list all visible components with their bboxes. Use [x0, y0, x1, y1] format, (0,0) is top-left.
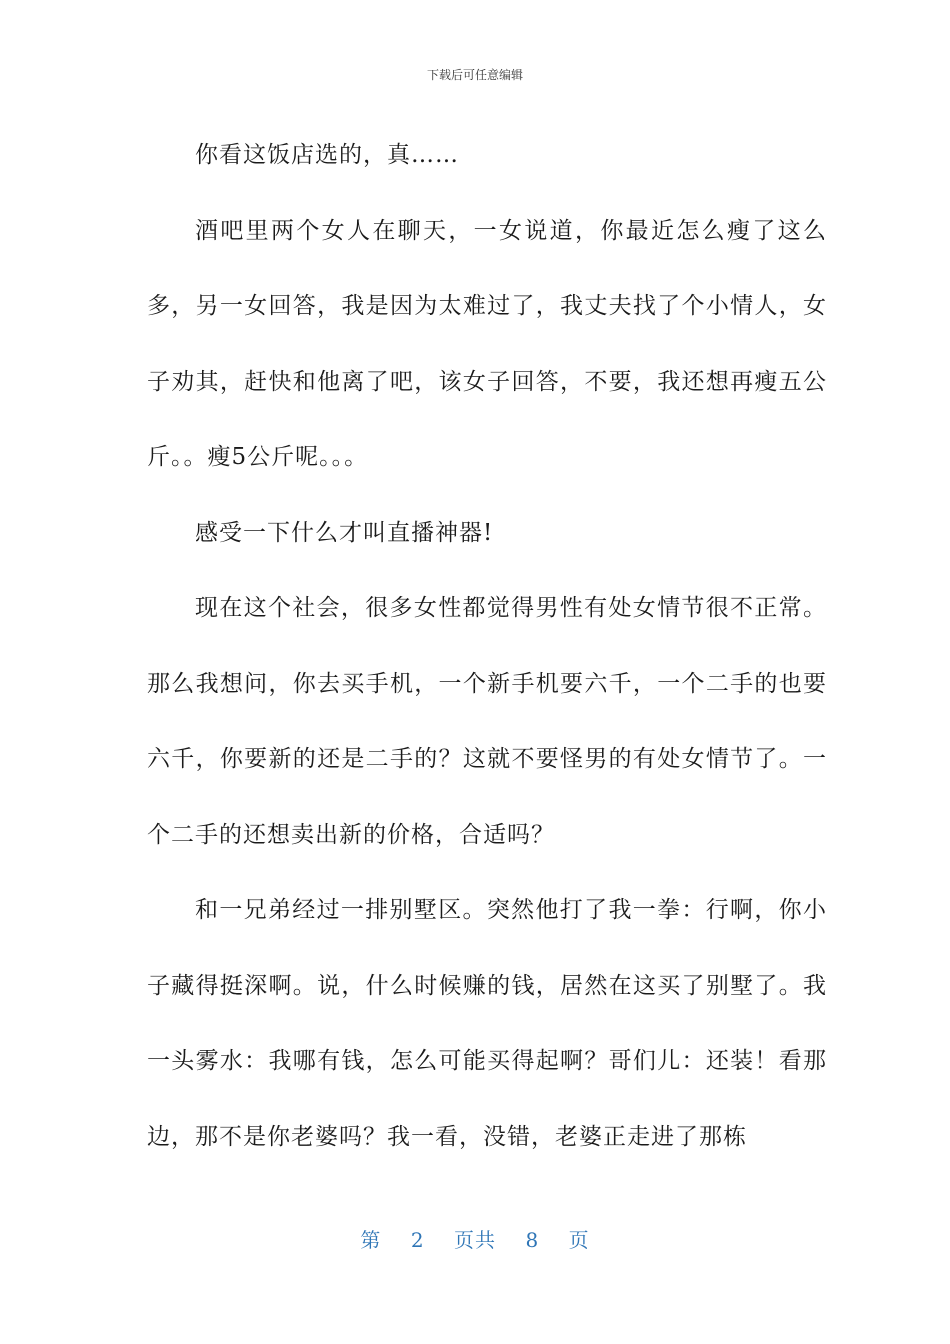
paragraph-5: 和一兄弟经过一排别墅区。突然他打了我一拳：行啊，你小子藏得挺深啊。说，什么时候赚的钱，居然在这买了别墅了。我一头雾水：我哪有钱，怎么可能买得起啊？哥们儿：还装！看那边，那不是你老婆吗？我一看，没错，老婆正走进了那栋	[147, 897, 827, 1150]
document-body	[147, 118, 827, 1175]
footer-label-of: 页共	[454, 1228, 496, 1252]
footer-label-page: 第	[360, 1228, 382, 1252]
paragraph-2: 酒吧里两个女人在聊天，一女说道，你最近怎么瘦了这么多，另一女回答，我是因为太难过了，我丈夫找了个小情人，女子劝其，赶快和他离了吧，该女子回答，不要，我还想再瘦五公斤。。瘦5公斤呢。。。	[147, 217, 827, 470]
paragraph-3: 感受一下什么才叫直播神器!	[195, 519, 494, 546]
paragraph-4: 现在这个社会，很多女性都觉得男性有处女情节很不正常。那么我想问，你去买手机，一个新手机要六千，一个二手的也要六千，你要新的还是二手的？这就不要怪男的有处女情节了。一个二手的还想卖出新的价格，合适吗？	[147, 595, 827, 848]
paragraph-1: 你看这饭店选的，真……	[195, 142, 459, 168]
footer-current-page: 2	[410, 1228, 425, 1252]
header-note: 下载后可任意编辑	[426, 68, 523, 82]
page-footer	[0, 1224, 950, 1253]
footer-label-end: 页	[568, 1228, 590, 1252]
footer-total-pages: 8	[525, 1228, 540, 1252]
